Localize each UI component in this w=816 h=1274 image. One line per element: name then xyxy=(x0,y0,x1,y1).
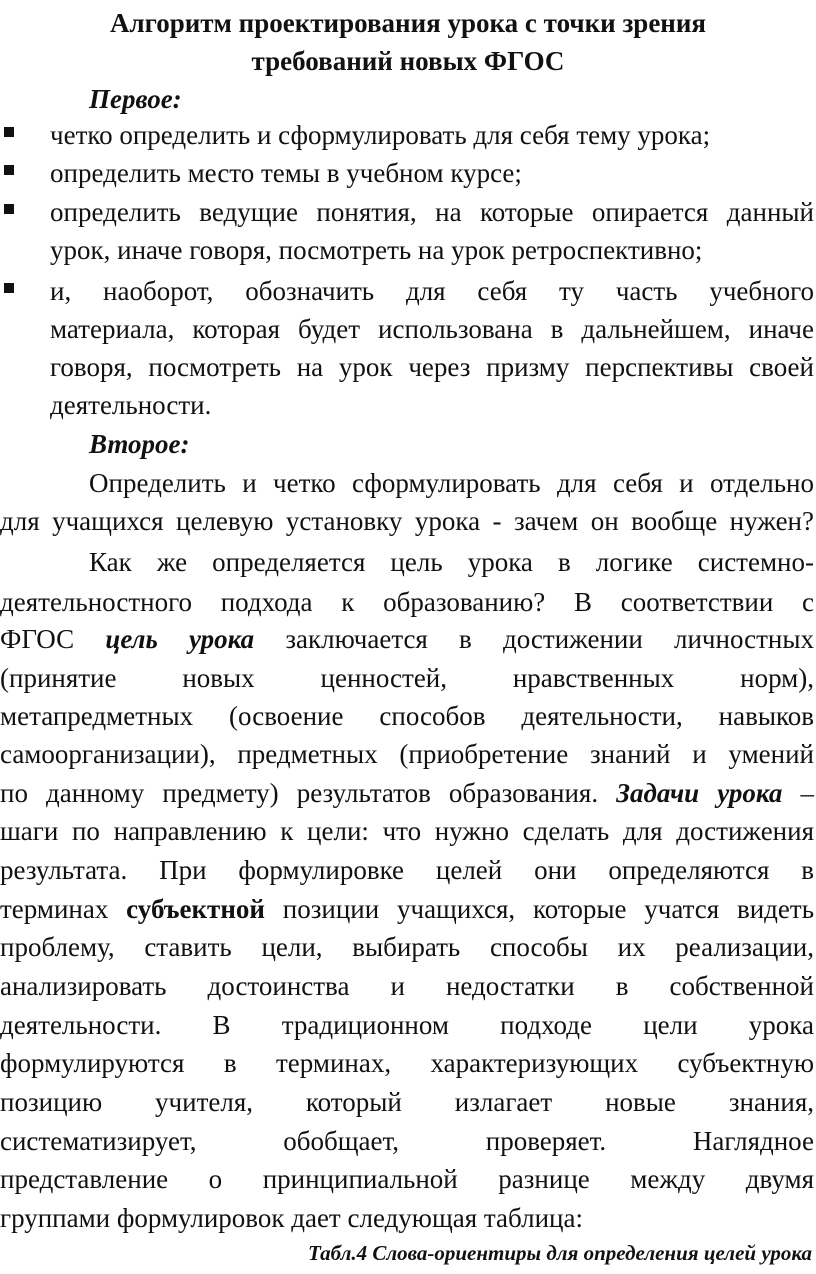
bullet-3-line-2: урок, иначе говоря, посмотреть на урок ретроспективно; xyxy=(50,235,703,265)
text-run: позиции учащихся, которые учатся видеть xyxy=(264,894,815,924)
paragraph-2-line-6: самоорганизации), предметных (приобретение знаний и умений xyxy=(0,739,814,769)
paragraph-1-line-2: для учащихся целевую установку урока - зачем он вообще нужен? xyxy=(0,506,814,536)
paragraph-2-line-2: деятельностного подхода к образованию? В соответствии с xyxy=(0,587,814,617)
paragraph-2-line-13: деятельности. В традиционном подходе цели урока xyxy=(0,1010,814,1040)
section-heading-second: Второе: xyxy=(89,429,190,459)
bullet-4-line-3: говоря, посмотреть на урок через призму перспективы своей xyxy=(50,352,814,382)
document-title-line-1: Алгоритм проектирования урока с точки зрения xyxy=(109,8,707,38)
text-run: по данному предмету) результатов образования. xyxy=(0,778,617,808)
paragraph-2-line-4: (принятие новых ценностей, нравственных норм), xyxy=(0,663,814,693)
text-run: – xyxy=(782,778,814,808)
text-run: заключается в достижении личностных xyxy=(254,624,814,654)
text-run: ФГОС xyxy=(0,624,106,654)
bullet-square-icon xyxy=(4,127,14,137)
table-caption: Табл.4 Слова-ориентиры для определения целей урока xyxy=(308,1241,812,1265)
paragraph-2-line-17: представление о принципиальной разнице между двумя xyxy=(0,1164,814,1194)
paragraph-2-line-7 xyxy=(0,774,814,812)
paragraph-2-line-9: результата. При формулировке целей они определяются в xyxy=(0,855,814,885)
emphasis-lesson-tasks: Задачи урока xyxy=(616,778,783,808)
paragraph-2-line-10 xyxy=(0,890,814,928)
paragraph-2-line-18: группами формулировок дает следующая таблица: xyxy=(0,1203,583,1233)
bullet-4-line-4: деятельности. xyxy=(50,390,212,420)
paragraph-2-line-8: шаги по направлению к цели: что нужно сделать для достижения xyxy=(0,816,814,846)
paragraph-2-line-15: позицию учителя, который излагает новые знания, xyxy=(0,1087,814,1117)
paragraph-2-line-16: систематизирует, обобщает, проверяет. Наглядное xyxy=(0,1126,814,1156)
paragraph-1-line-1: Определить и четко сформулировать для себя и отдельно xyxy=(89,468,814,498)
text-run: терминах xyxy=(0,894,127,924)
paragraph-2-line-5: метапредметных (освоение способов деятельности, навыков xyxy=(0,701,814,731)
document-title-line-2: требований новых ФГОС xyxy=(251,46,565,76)
emphasis-subjective: субъектной xyxy=(126,894,265,924)
paragraph-2-line-1: Как же определяется цель урока в логике системно- xyxy=(89,547,814,577)
emphasis-lesson-goal: цель урока xyxy=(105,624,255,654)
bullet-2-line-1: определить место темы в учебном курсе; xyxy=(50,158,522,188)
bullet-square-icon xyxy=(4,283,14,293)
paragraph-2-line-14: формулируются в терминах, характеризующих субъектную xyxy=(0,1048,814,1078)
bullet-1-line-1: четко определить и сформулировать для себя тему урока; xyxy=(50,120,711,150)
bullet-4-line-1: и, наоборот, обозначить для себя ту часть учебного xyxy=(50,276,814,306)
paragraph-2-line-3 xyxy=(0,620,814,658)
bullet-square-icon xyxy=(4,204,14,214)
bullet-3-line-1: определить ведущие понятия, на которые опирается данный xyxy=(50,197,814,227)
section-heading-first: Первое: xyxy=(89,84,182,114)
paragraph-2-line-11: проблему, ставить цели, выбирать способы их реализации, xyxy=(0,932,814,962)
paragraph-2-line-12: анализировать достоинства и недостатки в собственной xyxy=(0,971,814,1001)
bullet-square-icon xyxy=(4,165,14,175)
bullet-4-line-2: материала, которая будет использована в дальнейшем, иначе xyxy=(50,314,814,344)
